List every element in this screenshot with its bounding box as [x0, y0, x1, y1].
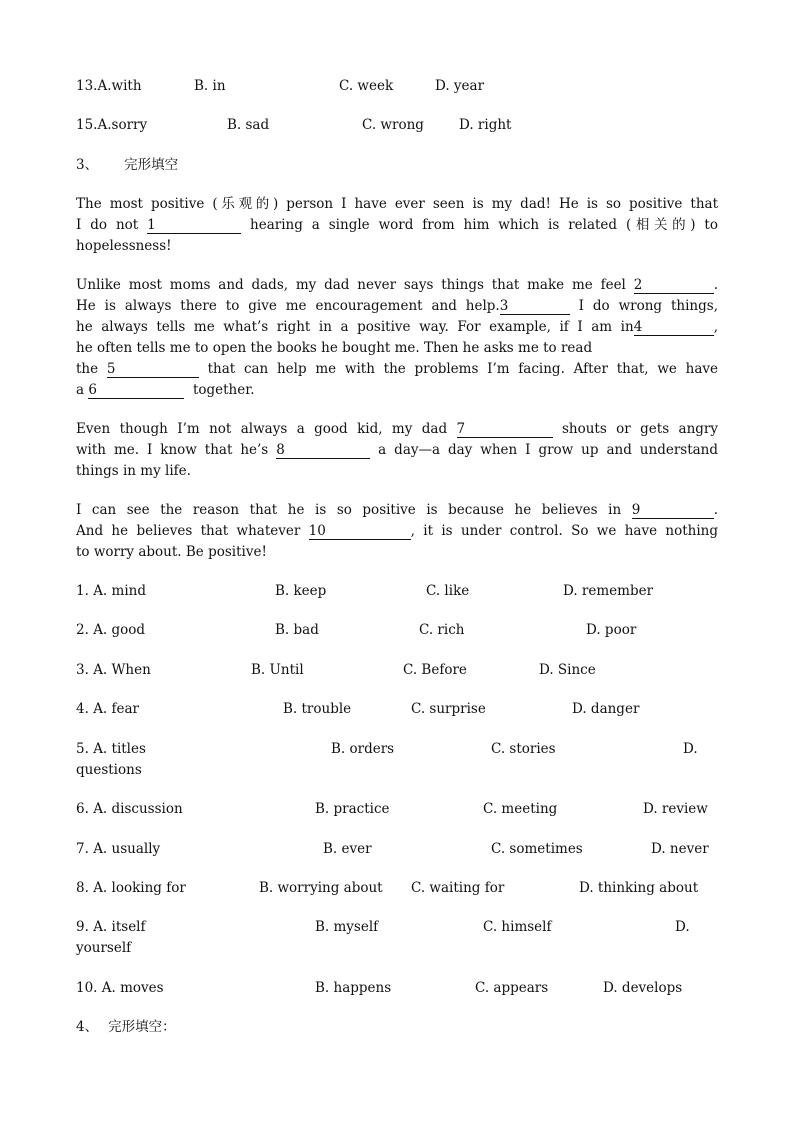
blank-9: 9 [632, 502, 714, 519]
q8-option-c: C. waiting for [411, 880, 505, 896]
q9-option-d: D. [675, 919, 690, 935]
q15-option-b: B. sad [227, 117, 270, 133]
question-9-options [76, 917, 718, 938]
p2-line-1: Unlike most moms and dads, my dad never says things that make me feel 2 . [76, 277, 718, 293]
q3-option-a: 3. A. When [76, 662, 151, 678]
q1-option-d: D. remember [563, 583, 654, 599]
q4-option-a: 4. A. fear [76, 701, 140, 717]
p3-line-1: Even though I’m not always a good kid, my dad 7 shouts or gets angry [76, 421, 719, 437]
blank-10: 10 [309, 523, 411, 540]
q5-option-c: C. stories [491, 741, 556, 757]
question-6-options [76, 799, 718, 820]
q5-option-d-text: questions [76, 762, 142, 778]
q13-option-a: 13.A.with [76, 78, 142, 94]
passage-paragraph-3 [76, 419, 718, 482]
q10-option-d: D. develops [603, 980, 683, 996]
section-3-title: 完形填空 [124, 157, 179, 173]
blank-2: 2 [634, 277, 714, 294]
q6-option-c: C. meeting [483, 801, 558, 817]
q5-option-a: 5. A. titles [76, 741, 146, 757]
q2-option-b: B. bad [275, 622, 319, 638]
q8-option-b: B. worrying about [259, 880, 383, 896]
blank-5: 5 [107, 361, 199, 378]
q6-option-d: D. review [643, 801, 708, 817]
question-2-options [76, 620, 718, 641]
q15-option-a: 15.A.sorry [76, 117, 148, 133]
p4-line-3: to worry about. Be positive! [76, 544, 267, 560]
blank-6: 6 [88, 382, 184, 399]
q3-option-d: D. Since [539, 662, 596, 678]
passage-paragraph-2 [76, 275, 718, 401]
q7-option-a: 7. A. usually [76, 841, 161, 857]
section-3-heading [76, 155, 178, 176]
q13-option-d: D. year [435, 78, 485, 94]
q3-option-b: B. Until [251, 662, 304, 678]
question-15-options [76, 115, 718, 136]
question-7-options [76, 839, 718, 860]
question-13-options [76, 76, 718, 97]
q2-option-a: 2. A. good [76, 622, 146, 638]
p3-line-3: things in my life. [76, 463, 191, 479]
blank-7: 7 [457, 421, 553, 438]
q13-option-c: C. week [339, 78, 394, 94]
section-3-number: 3、 [76, 157, 99, 173]
q8-option-d: D. thinking about [579, 880, 699, 896]
question-5-options [76, 739, 718, 760]
q8-option-a: 8. A. looking for [76, 880, 186, 896]
question-3-options [76, 660, 718, 681]
q10-option-b: B. happens [315, 980, 392, 996]
q5-option-d: D. [683, 741, 698, 757]
q10-option-a: 10. A. moves [76, 980, 164, 996]
q6-option-a: 6. A. discussion [76, 801, 183, 817]
passage-paragraph-4 [76, 500, 718, 563]
q5-option-b: B. orders [331, 741, 395, 757]
q10-option-c: C. appears [475, 980, 549, 996]
p3-line-2: with me. I know that he’s 8 a day—a day when I grow up and understand [76, 442, 719, 458]
q4-option-b: B. trouble [283, 701, 352, 717]
p1-line-3: hopelessness! [76, 238, 172, 254]
q9-option-b: B. myself [315, 919, 379, 935]
q1-option-a: 1. A. mind [76, 583, 146, 599]
p2-line-3: he always tells me what’s right in a positive way. For example, if I am in4 , [76, 319, 718, 335]
q4-option-d: D. danger [572, 701, 640, 717]
blank-4: 4 [634, 319, 714, 336]
q7-option-c: C. sometimes [491, 841, 583, 857]
p4-line-1: I can see the reason that he is so positive is because he believes in 9 . [76, 502, 718, 518]
section-4-number: 4、 [76, 1019, 99, 1035]
question-10-options [76, 978, 718, 999]
p2-line-2: He is always there to give me encouragement and help.3 I do wrong things, [76, 298, 718, 314]
q6-option-b: B. practice [315, 801, 390, 817]
q2-option-d: D. poor [586, 622, 637, 638]
blank-3: 3 [500, 298, 570, 315]
q9-option-c: C. himself [483, 919, 552, 935]
p2-line-6: a 6 together. [76, 382, 255, 398]
question-1-options [76, 581, 718, 602]
p4-line-2: And he believes that whatever 10 , it is under control. So we have nothing [76, 523, 718, 539]
q1-option-b: B. keep [275, 583, 327, 599]
q9-option-d-text: yourself [76, 940, 132, 956]
q2-option-c: C. rich [419, 622, 465, 638]
p1-line-1: The most positive (乐观的) person I have ever seen is my dad! He is so positive that [76, 196, 718, 212]
p2-line-4: he often tells me to open the books he bought me. Then he asks me to read [76, 340, 593, 356]
q3-option-c: C. Before [403, 662, 467, 678]
question-8-options [76, 878, 718, 899]
section-4-heading [76, 1017, 176, 1038]
passage-paragraph-1 [76, 194, 718, 257]
q15-option-c: C. wrong [362, 117, 424, 133]
q13-option-b: B. in [194, 78, 226, 94]
q15-option-d: D. right [459, 117, 512, 133]
question-4-options [76, 699, 718, 720]
q4-option-c: C. surprise [411, 701, 486, 717]
q9-option-a: 9. A. itself [76, 919, 146, 935]
q7-option-d: D. never [651, 841, 709, 857]
q7-option-b: B. ever [323, 841, 372, 857]
p2-line-5: the 5 that can help me with the problems I’m facing. After that, we have [76, 361, 718, 377]
p1-line-2: I do not 1 hearing a single word from him which is related (相关的) to [76, 217, 718, 233]
blank-8: 8 [276, 442, 370, 459]
section-4-title: 完形填空： [108, 1019, 176, 1035]
blank-1: 1 [147, 217, 241, 234]
q1-option-c: C. like [426, 583, 470, 599]
